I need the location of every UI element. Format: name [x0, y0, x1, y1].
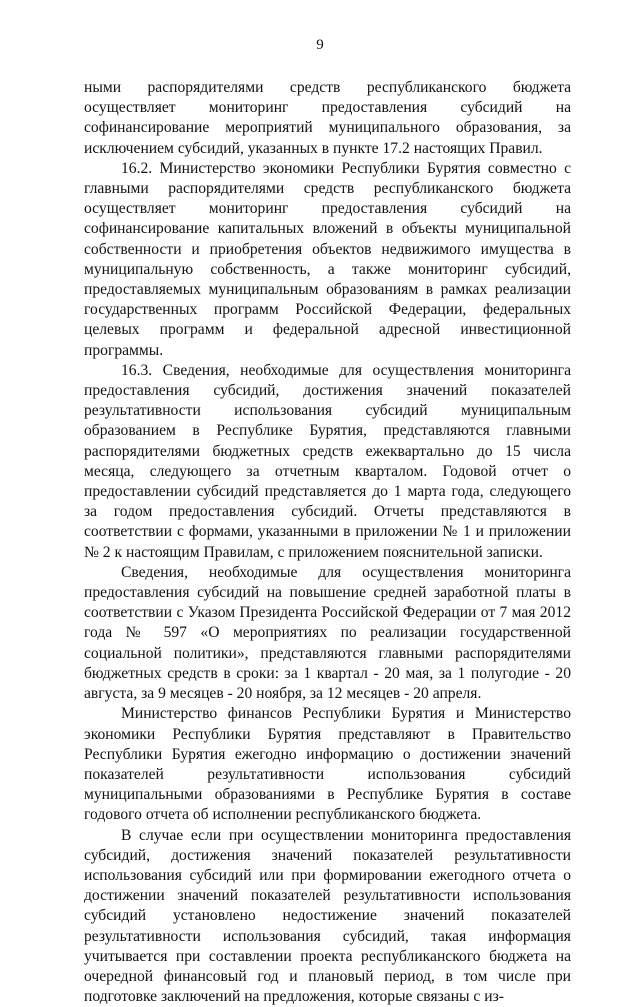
- paragraph-continuation: ными распорядителями средств республиканского бюджета осуществляет мониторинг предоставления субсидий на софинансирование мероприятий муниципального образования, за исключением субсидий, указанных в пункте 17.2 настоящих Правил.: [84, 79, 571, 157]
- paragraph-salary-subsidies: Сведения, необходимые для осуществления мониторинга предоставления субсидий на повышение средней заработной платы в соответствии с Указом Президента Российской Федерации от 7 мая 2012 года № 597 «О мероприятиях по реализации государственной социальной политики», представляются главными распорядителями бюджетных средств в сроки: за 1 квартал - 20 мая, за 1 полугодие - 20 августа, за 9 месяцев - 20 ноября, за 12 месяцев - 20 апреля.: [84, 563, 571, 703]
- paragraph-16-3: 16.3. Сведения, необходимые для осуществления мониторинга предоставления субсидий, достижения значений показателей результативности использования субсидий муниципальным образованием в Республике Бурятия, представляются главными распорядителями бюджетных средств ежеквартально до 15 числа месяца, следующего за отчетным кварталом. Годовой отчет о предоставлении субсидий представляется до 1 марта года, следующего за годом предоставления субсидий. Отчеты представляются в соответствии с формами, указанными в приложении № 1 и приложении № 2 к настоящим Правилам, с приложением пояснительной записки.: [84, 361, 571, 561]
- paragraph-non-achievement: В случае если при осуществлении мониторинга предоставления субсидий, достижения значений показателей результативности использования субсидий или при формировании ежегодного отчета о достижении значений показателей результативности использования субсидий установлено недостижение значений показателей результативности использования субсидий, такая информация учитывается при составлении проекта республиканского бюджета на очередной финансовый год и плановый период, в том числе при подготовке заключений на предложения, которые связаны с из-: [84, 826, 571, 1006]
- document-body: [84, 78, 571, 1007]
- page-number: 9: [316, 37, 324, 53]
- paragraph-ministries-report: Министерство финансов Республики Бурятия и Министерство экономики Республики Бурятия представляют в Правительство Республики Бурятия ежегодно информацию о достижении значений показателей результативности использования субсидий муниципальными образованиями в Республике Бурятия в составе годового отчета об исполнении республиканского бюджета.: [84, 705, 571, 824]
- paragraph-16-2: 16.2. Министерство экономики Республики Бурятия совместно с главными распорядителями средств республиканского бюджета осуществляет мониторинг предоставления субсидий на софинансирование капитальных вложений в объекты муниципальной собственности и приобретения объектов недвижимого имущества в муниципальную собственность, а также мониторинг субсидий, предоставляемых муниципальным образованиям в рамках реализации государственных программ Российской Федерации, федеральных целевых программ и федеральной адресной инвестиционной программы.: [84, 159, 571, 359]
